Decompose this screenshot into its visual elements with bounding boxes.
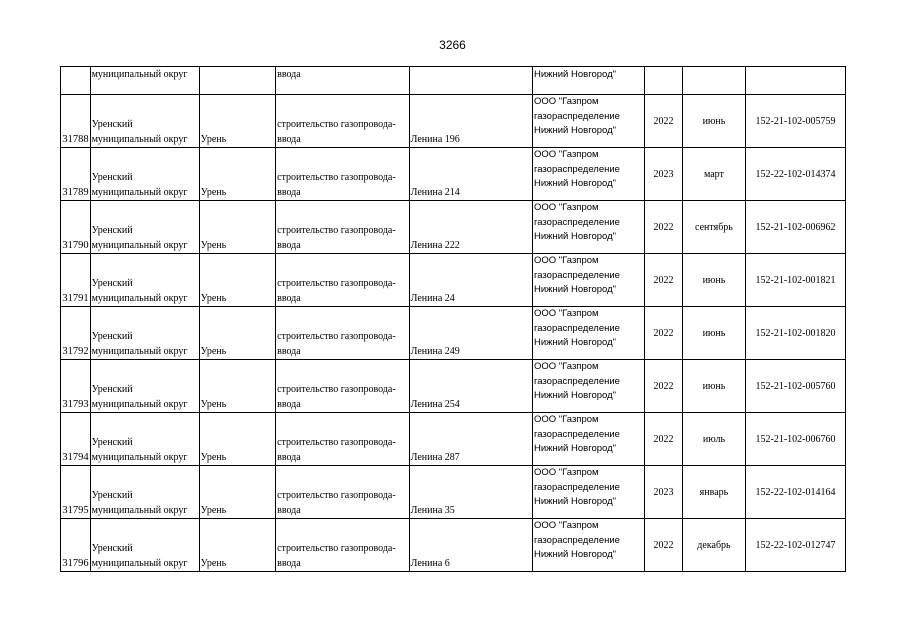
organization-line: Нижний Новгород" xyxy=(533,443,617,454)
organization-line: ООО "Газпром xyxy=(533,361,599,372)
cell-number: 31788 xyxy=(61,95,91,148)
cell-number: 31794 xyxy=(61,413,91,466)
cell-organization xyxy=(532,413,644,466)
organization-line: Нижний Новгород" xyxy=(533,496,617,507)
work-line: строительство газопровода- xyxy=(277,437,396,448)
cell-code: 152-21-102-005759 xyxy=(746,95,846,148)
organization-line: газораспределение xyxy=(533,216,620,228)
cell-year: 2023 xyxy=(645,466,683,519)
organization-line: ООО "Газпром xyxy=(533,202,599,213)
district-line: Уренский xyxy=(91,437,133,448)
cell-address: Ленина 287 xyxy=(409,413,532,466)
cell-number: 31793 xyxy=(61,360,91,413)
cell-month: июнь xyxy=(682,95,745,148)
work-line: ввода xyxy=(277,558,301,569)
cell-number: 31795 xyxy=(61,466,91,519)
cell-number xyxy=(61,67,91,95)
cell-organization xyxy=(532,360,644,413)
cell-year: 2022 xyxy=(645,360,683,413)
work-line: строительство газопровода- xyxy=(277,543,396,554)
continuation-row xyxy=(61,67,846,95)
cell-month: январь xyxy=(682,466,745,519)
organization-line: ООО "Газпром xyxy=(533,520,599,531)
cell-organization xyxy=(532,95,644,148)
cell-district xyxy=(90,201,199,254)
organization-line: газораспределение xyxy=(533,322,620,334)
organization-line: ООО "Газпром xyxy=(533,467,599,478)
organization-line: газораспределение xyxy=(533,375,620,387)
cell-work xyxy=(276,254,410,307)
cell-code: 152-21-102-006962 xyxy=(746,201,846,254)
organization-line: Нижний Новгород" xyxy=(533,231,617,242)
cell-locality: Урень xyxy=(199,95,275,148)
organization-line: ООО "Газпром xyxy=(533,96,599,107)
district-line: Уренский xyxy=(91,172,133,183)
cell-month: март xyxy=(682,148,745,201)
work-line: ввода xyxy=(277,293,301,304)
cell-code: 152-21-102-006760 xyxy=(746,413,846,466)
cell-month: июнь xyxy=(682,254,745,307)
cell-district xyxy=(90,413,199,466)
work-line: строительство газопровода- xyxy=(277,119,396,130)
district-line: муниципальный округ xyxy=(91,399,188,410)
district-line: муниципальный округ xyxy=(91,452,188,463)
cell-year: 2022 xyxy=(645,307,683,360)
district-line: муниципальный округ xyxy=(91,558,188,569)
cell-year: 2022 xyxy=(645,519,683,572)
district-line: Уренский xyxy=(91,225,133,236)
district-line: Уренский xyxy=(91,384,133,395)
cell-locality: Урень xyxy=(199,519,275,572)
cell-number: 31791 xyxy=(61,254,91,307)
cell-organization: Нижний Новгород" xyxy=(532,67,644,95)
cell-work xyxy=(276,519,410,572)
cell-locality: Урень xyxy=(199,201,275,254)
organization-line: газораспределение xyxy=(533,428,620,440)
cell-district xyxy=(90,254,199,307)
cell-month: июль xyxy=(682,413,745,466)
cell-month: сентябрь xyxy=(682,201,745,254)
work-line: ввода xyxy=(277,187,301,198)
table-row xyxy=(61,307,846,360)
cell-year xyxy=(645,67,683,95)
district-line: муниципальный округ xyxy=(91,134,188,145)
district-line: Уренский xyxy=(91,119,133,130)
district-line: муниципальный округ xyxy=(91,505,188,516)
work-line: строительство газопровода- xyxy=(277,172,396,183)
cell-district xyxy=(90,360,199,413)
cell-organization xyxy=(532,307,644,360)
cell-district xyxy=(90,307,199,360)
cell-code xyxy=(746,67,846,95)
cell-district xyxy=(90,95,199,148)
organization-line: Нижний Новгород" xyxy=(533,125,617,136)
table-row xyxy=(61,466,846,519)
organization-line: газораспределение xyxy=(533,269,620,281)
work-line: ввода xyxy=(277,399,301,410)
cell-address: Ленина 249 xyxy=(409,307,532,360)
cell-district xyxy=(90,466,199,519)
cell-year: 2022 xyxy=(645,95,683,148)
cell-month xyxy=(682,67,745,95)
work-line: ввода xyxy=(277,134,301,145)
organization-line: ООО "Газпром xyxy=(533,149,599,160)
cell-year: 2023 xyxy=(645,148,683,201)
cell-month: июнь xyxy=(682,307,745,360)
cell-work xyxy=(276,466,410,519)
district-line: Уренский xyxy=(91,278,133,289)
cell-work xyxy=(276,201,410,254)
work-line: строительство газопровода- xyxy=(277,225,396,236)
cell-work xyxy=(276,413,410,466)
cell-locality: Урень xyxy=(199,307,275,360)
organization-line: газораспределение xyxy=(533,163,620,175)
work-line: строительство газопровода- xyxy=(277,384,396,395)
table-row xyxy=(61,254,846,307)
cell-address: Ленина 6 xyxy=(409,519,532,572)
cell-number: 31796 xyxy=(61,519,91,572)
cell-organization xyxy=(532,148,644,201)
cell-work xyxy=(276,360,410,413)
organization-line: Нижний Новгород" xyxy=(533,337,617,348)
district-line: муниципальный округ xyxy=(91,346,188,357)
cell-address: Ленина 222 xyxy=(409,201,532,254)
cell-work xyxy=(276,307,410,360)
cell-locality: Урень xyxy=(199,413,275,466)
cell-organization xyxy=(532,201,644,254)
cell-locality xyxy=(199,67,275,95)
organization-line: ООО "Газпром xyxy=(533,308,599,319)
cell-organization xyxy=(532,254,644,307)
cell-code: 152-21-102-005760 xyxy=(746,360,846,413)
cell-organization xyxy=(532,466,644,519)
work-line: ввода xyxy=(277,240,301,251)
cell-address xyxy=(409,67,532,95)
organization-line: газораспределение xyxy=(533,481,620,493)
cell-work xyxy=(276,148,410,201)
work-line: ввода xyxy=(277,346,301,357)
cell-code: 152-22-102-012747 xyxy=(746,519,846,572)
cell-number: 31790 xyxy=(61,201,91,254)
cell-code: 152-21-102-001821 xyxy=(746,254,846,307)
table-row xyxy=(61,201,846,254)
table-row xyxy=(61,519,846,572)
work-line: строительство газопровода- xyxy=(277,331,396,342)
table-row xyxy=(61,95,846,148)
cell-code: 152-21-102-001820 xyxy=(746,307,846,360)
organization-line: Нижний Новгород" xyxy=(533,178,617,189)
cell-locality: Урень xyxy=(199,254,275,307)
cell-locality: Урень xyxy=(199,466,275,519)
work-line: ввода xyxy=(277,505,301,516)
work-line: ввода xyxy=(277,452,301,463)
cell-district xyxy=(90,519,199,572)
cell-locality: Урень xyxy=(199,360,275,413)
cell-address: Ленина 35 xyxy=(409,466,532,519)
cell-organization xyxy=(532,519,644,572)
district-line: муниципальный округ xyxy=(91,187,188,198)
cell-work: ввода xyxy=(276,67,410,95)
district-line: Уренский xyxy=(91,331,133,342)
district-line: муниципальный округ xyxy=(91,293,188,304)
district-line: Уренский xyxy=(91,490,133,501)
cell-year: 2022 xyxy=(645,201,683,254)
organization-line: Нижний Новгород" xyxy=(533,284,617,295)
table-row xyxy=(61,413,846,466)
page-number: 3266 xyxy=(439,38,466,52)
cell-work xyxy=(276,95,410,148)
organization-line: газораспределение xyxy=(533,534,620,546)
organization-line: Нижний Новгород" xyxy=(533,549,617,560)
work-line: строительство газопровода- xyxy=(277,490,396,501)
organization-line: газораспределение xyxy=(533,110,620,122)
district-line: Уренский xyxy=(91,543,133,554)
cell-year: 2022 xyxy=(645,254,683,307)
organization-line: ООО "Газпром xyxy=(533,414,599,425)
district-line: муниципальный округ xyxy=(91,240,188,251)
cell-address: Ленина 214 xyxy=(409,148,532,201)
cell-number: 31792 xyxy=(61,307,91,360)
work-line: строительство газопровода- xyxy=(277,278,396,289)
cell-district: муниципальный округ xyxy=(90,67,199,95)
cell-year: 2022 xyxy=(645,413,683,466)
organization-line: ООО "Газпром xyxy=(533,255,599,266)
cell-address: Ленина 196 xyxy=(409,95,532,148)
cell-code: 152-22-102-014374 xyxy=(746,148,846,201)
cell-code: 152-22-102-014164 xyxy=(746,466,846,519)
registry-table xyxy=(60,66,846,572)
cell-locality: Урень xyxy=(199,148,275,201)
cell-address: Ленина 24 xyxy=(409,254,532,307)
table-row xyxy=(61,360,846,413)
cell-district xyxy=(90,148,199,201)
cell-month: декабрь xyxy=(682,519,745,572)
table-row xyxy=(61,148,846,201)
organization-line: Нижний Новгород" xyxy=(533,390,617,401)
cell-month: июнь xyxy=(682,360,745,413)
cell-address: Ленина 254 xyxy=(409,360,532,413)
cell-number: 31789 xyxy=(61,148,91,201)
